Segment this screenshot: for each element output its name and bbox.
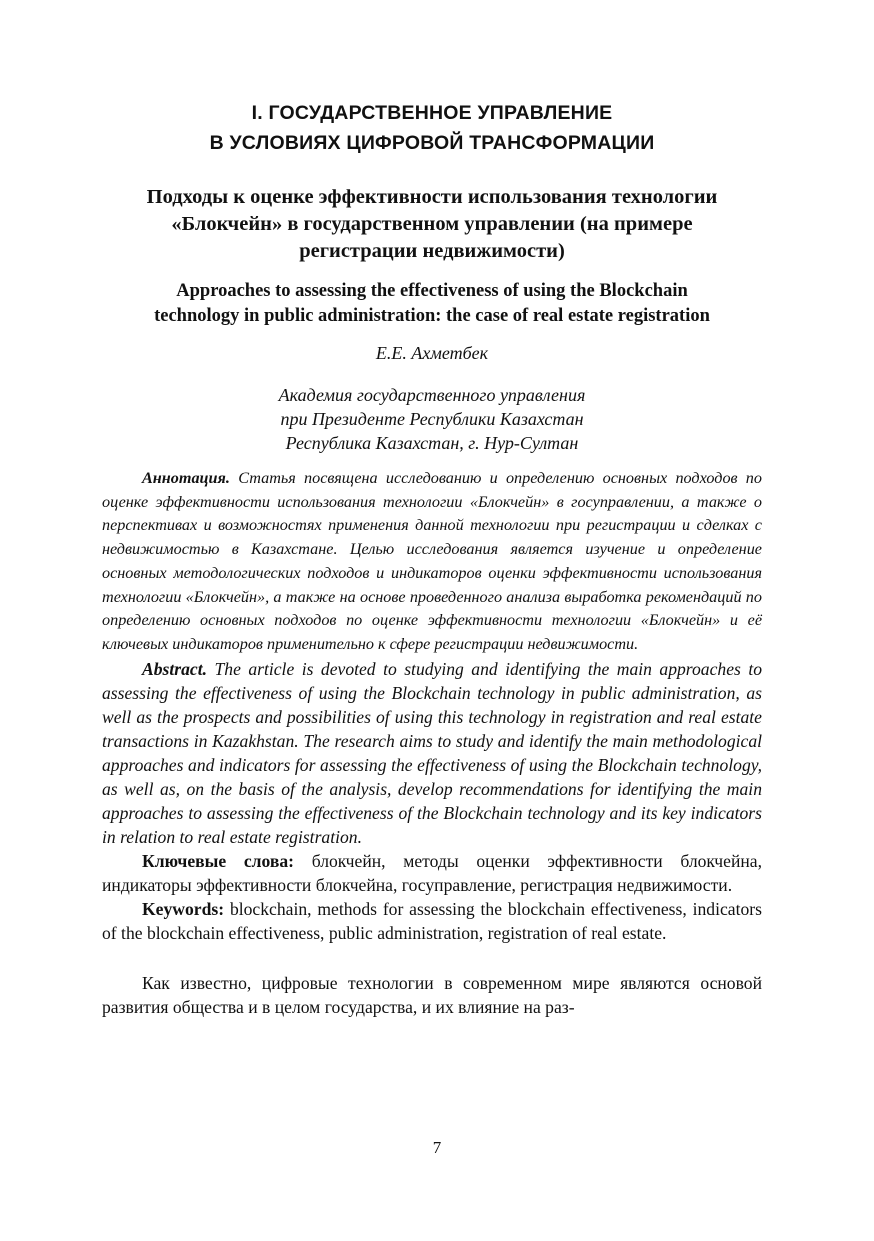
section-title-line-1: I. ГОСУДАРСТВЕННОЕ УПРАВЛЕНИЕ xyxy=(251,102,613,124)
abstract-label: Abstract. xyxy=(142,658,208,679)
article-title-english xyxy=(102,279,762,329)
annotation-text: Статья посвящена исследованию и определению основных подходов по оценке эффективности использования технологии «Блокчейн» в госуправлении, а также о перспективах и возможностях применения данной технологии при регистрации и сделках с недвижимостью в Казахстане. Целью исследования является изучение и определение основных методологических подходов и индикаторов оценки эффективности использования технологии «Блокчейн», а также на основе проведенного анализа выработка рекомендаций по определению основных подходов по оценке эффективности технологии «Блокчейн» и её ключевых индикаторов применительно к сфере регистрации недвижимости. xyxy=(102,469,762,653)
keywords-en-text: blockchain, methods for assessing the blockchain effectiveness, indicators of the blockchain effectiveness, public administration, registration of real estate. xyxy=(102,898,762,943)
article-title-ru-line-2: «Блокчейн» в государственном управлении (на примере xyxy=(171,213,693,235)
article-title-russian xyxy=(102,184,762,265)
annotation-paragraph xyxy=(102,467,762,657)
body-paragraph: Как известно, цифровые технологии в современном мире являются основой развития общества и в целом государства, и их влияние на раз- xyxy=(102,972,762,1017)
article-title-en-line-1: Approaches to assessing the effectiveness of using the Blockchain xyxy=(176,281,688,301)
keywords-ru-paragraph xyxy=(102,849,762,897)
affiliation-line-1: Академия государственного управления xyxy=(278,385,586,405)
affiliation xyxy=(102,383,762,455)
article-title-ru-line-1: Подходы к оценке эффективности использования технологии xyxy=(146,186,718,208)
affiliation-line-3: Республика Казахстан, г. Нур-Султан xyxy=(285,433,579,453)
article-title-en-line-2: technology in public administration: the case of real estate registration xyxy=(154,306,710,326)
keywords-en-paragraph xyxy=(102,897,762,945)
affiliation-line-2: при Президенте Республики Казахстан xyxy=(280,409,584,429)
author-name: Е.Е. Ахметбек xyxy=(375,343,489,363)
keywords-ru-label: Ключевые слова: xyxy=(142,850,295,871)
annotation-label: Аннотация. xyxy=(142,469,230,487)
article-title-ru-line-3: регистрации недвижимости) xyxy=(299,240,565,262)
page-number: 7 xyxy=(432,1138,442,1157)
article-page xyxy=(102,98,762,1019)
section-title-line-2: В УСЛОВИЯХ ЦИФРОВОЙ ТРАНСФОРМАЦИИ xyxy=(209,132,655,154)
section-title xyxy=(102,98,762,158)
keywords-ru-text: блокчейн, методы оценки эффективности блокчейна, индикаторы эффективности блокчейна, госуправление, регистрация недвижимости. xyxy=(102,850,762,895)
abstract-paragraph xyxy=(102,657,762,849)
abstract-text: The article is devoted to studying and identifying the main approaches to assessing the effectiveness of using the Blockchain technology in public administration, as well as the prospects and possibilities of using this technology in registration and real estate transactions in Kazakhstan. The research aims to study and identify the main methodological approaches and indicators for assessing the effectiveness of using the Blockchain technology, as well as, on the basis of the analysis, develop recommendations for identifying the main approaches to assessing the effectiveness of the Blockchain technology and its key indicators in relation to real estate registration. xyxy=(102,658,763,847)
keywords-en-label: Keywords: xyxy=(142,898,225,919)
